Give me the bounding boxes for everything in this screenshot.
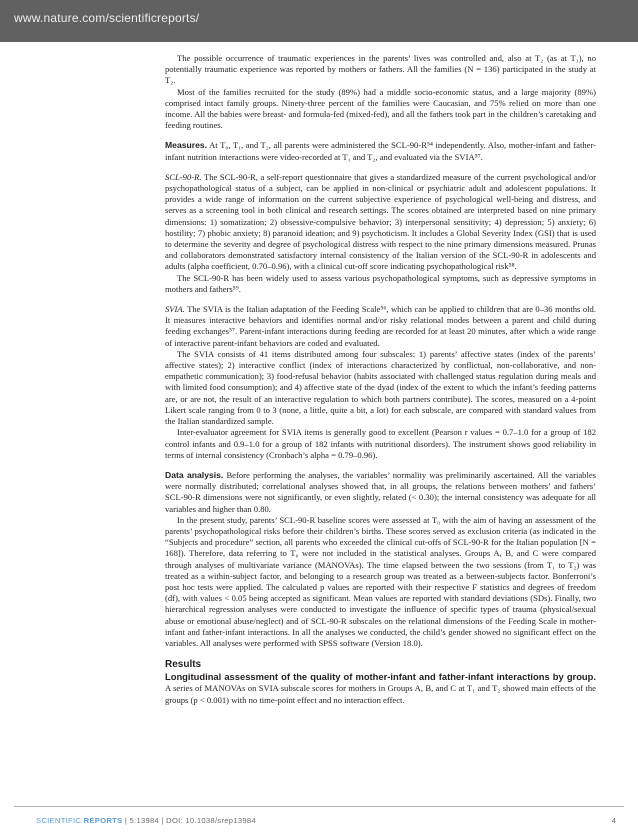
section-svia	[165, 304, 596, 349]
section-scl90r	[165, 172, 596, 273]
data-analysis-heading: Data analysis.	[165, 469, 224, 480]
journal-name-reports: REPORTS	[83, 816, 123, 825]
longitudinal-heading: Longitudinal assessment of the quality of mother-infant and father-infant interactions by group.	[165, 671, 596, 683]
measures-heading: Measures.	[165, 140, 208, 151]
footer-citation	[36, 816, 256, 825]
data-analysis-text: Before performing the analyses, the variables’ normality was preliminarily ascertained. All the variables were normally distributed; correlational analyses showed that, in all groups, the relations between mothers’ and fathers’ SCL-90-R dimensions were not significantly, or even slightly, related (< 0.30); the internal consistency was adequate for all variables and higher than 0.80.	[165, 469, 596, 514]
paragraph-data-analysis-methods: In the present study, parents’ SCL-90-R baseline scores were assessed at T₀ with the aim of having an assessment of the parents’ psychopathological risks before their children’s births. These scores served as exclusion criteria (as indicated in the “Subjects and procedure” section, all parents who exceeded the clinical cut-offs of SCL-90-R for the Italian population [N = 168]). Therefore, data referring to T₀ were not included in the statistical analyses. Groups A, B, and C were compared through analyses of multivariate variance (MANOVAs). The time elapsed between the two sessions (from T₁ to T₂) was treated as a within-subject factor, and belonging to a research group was treated as a between-subjects factor. Bonferroni’s post hoc tests were applied. The calculated p values are reported with their respective F statistics and degrees of freedom (df), with values < 0.05 being accepted as significant. Mean values are reported with standard deviations (SDs). Finally, two hierarchical regression analyses were conducted to investigate the influence of specific types of trauma (physical/sexual abuse or emotional abuse/neglect) and of SCL-90-R subscales on the relational dimensions of the Feeding Scale in mother-infant and father-infant interactions. In all the analyses we conducted, the child’s gender showed no significant effect on the variables. All analyses were performed with SPSS software (Version 18.0).	[165, 514, 596, 648]
page-number: 4	[611, 816, 616, 825]
journal-url[interactable]: www.nature.com/scientificreports/	[14, 11, 200, 25]
results-heading: Results	[165, 659, 202, 671]
scl90r-text: The SCL-90-R, a self-report questionnaire that gives a standardized measure of the current psychological and/or psychopathological status of a subject, can be applied in non-clinical or psychiatric adult and adolescent populations. It provides a wide range of information on the current subjective experience of psychological well-being and distress, and serves as a screening tool in both clinical and research settings. The scores obtained are interpreted based on nine primary dimensions: 1) somatization; 2) obsessive-compulsive behavior; 3) interpersonal sensitivity; 4) depression; 5) anxiety; 6) hostility; 7) phobic anxiety; 8) paranoid ideation; and 9) psychoticism. It includes a Global Severity Index (GSI) that is used to determine the severity and degree of psychological distress with respect to the nine primary dimensions measured. Prunas and collaborators demonstrated satisfactory internal consistency of the Italian version of the SCL-90-R in adolescents and adults (alpha coefficient, 0.70–0.96), with a clinical cut-off score indicating psychopathological risk⁵⁸.	[165, 171, 596, 272]
paragraph-families: Most of the families recruited for the study (89%) had a middle socio-economic status, and a large majority (89%) comprised intact family groups. Ninety-three percent of the families were Caucasian, and 75% relied on more than one income. All the babies were breast- and formula-fed (mixed-fed), and all the fathers took part in the children’s caretaking and feeding routines.	[165, 86, 596, 131]
section-measures	[165, 140, 596, 162]
paragraph-scl90r-usage: The SCL-90-R has been widely used to assess various psychopathological symptoms, such as depressive symptoms in mothers and fathers⁵⁹.	[165, 272, 596, 294]
section-data-analysis	[165, 470, 596, 515]
longitudinal-text: A series of MANOVAs on SVIA subscale scores for mothers in Groups A, B, and C at T₁ and T₂ showed main effects of the groups (p < 0.001) with no time-point effect and no interaction effect.	[165, 683, 596, 705]
footer-divider	[14, 806, 624, 807]
paragraph-svia-subscales: The SVIA consists of 41 items distributed among four subscales: 1) parents’ affective states (index of the parents’ affective states); 2) interactive conflict (index of interactions characterized by conflictual, non-collaborative, and non-empathetic communication); 3) food-refusal behavior (habits associated with challenged status regulation during meals and with limited food consumption); and 4) affective state of the dyad (index of the extent to which the infant’s feeding patterns are, or are not, the result of an interactive regulation to which both partners contribute). The scores, measured on a 4-point Likert scale ranging from 0 to 3 (none, a little, quite a bit, a lot) for each subscale, are compared with standard values from the Italian standardized sample.	[165, 348, 596, 427]
doi-text: | 5:13984 | DOI: 10.1038/srep13984	[122, 816, 256, 825]
scl90r-heading: SCL-90-R.	[165, 171, 202, 182]
section-longitudinal	[165, 671, 596, 706]
svia-text: The SVIA is the Italian adaptation of the Feeding Scale⁵⁶, which can be applied to children that are 0–36 months old. It measures interactive behaviors and identifies normal and/or risky relational modes between a parent and child during feeding exchanges⁵⁷. Parent-infant interactions during feeding are recorded for at least 20 minutes, after which a wide range of interactive parent-infant behaviors are coded and evaluated.	[165, 304, 596, 348]
measures-text: At T₀, T₁, and T₂, all parents were administered the SCL-90-R⁵⁴ independently. Also, mother-infant and father-infant nutrition interactions were video-recorded at T₁ and T₂, and evaluated via the SVIA⁵⁷.	[165, 140, 596, 162]
page-footer	[0, 806, 638, 826]
top-bar	[0, 0, 638, 42]
paragraph-svia-reliability: Inter-evaluator agreement for SVIA items is generally good to excellent (Pearson r values = 0.7–1.0 for a group of 182 control infants and 0.9–1.0 for a group of 182 infants with nutritional disorders). The instrument shows good reliability in terms of internal consistency (Cronbach’s alpha = 0.79–0.96).	[165, 427, 596, 460]
paragraph-trauma: The possible occurrence of traumatic experiences in the parents’ lives was controlled and, also at T₂ (as at T₁), no potentially traumatic experience was reported by mothers or fathers. All the families (N = 136) participated in the study at T₂.	[165, 53, 596, 86]
article-body	[165, 53, 596, 706]
svia-heading: SVIA.	[165, 304, 185, 315]
journal-name-scientific: SCIENTIFIC	[36, 816, 82, 825]
